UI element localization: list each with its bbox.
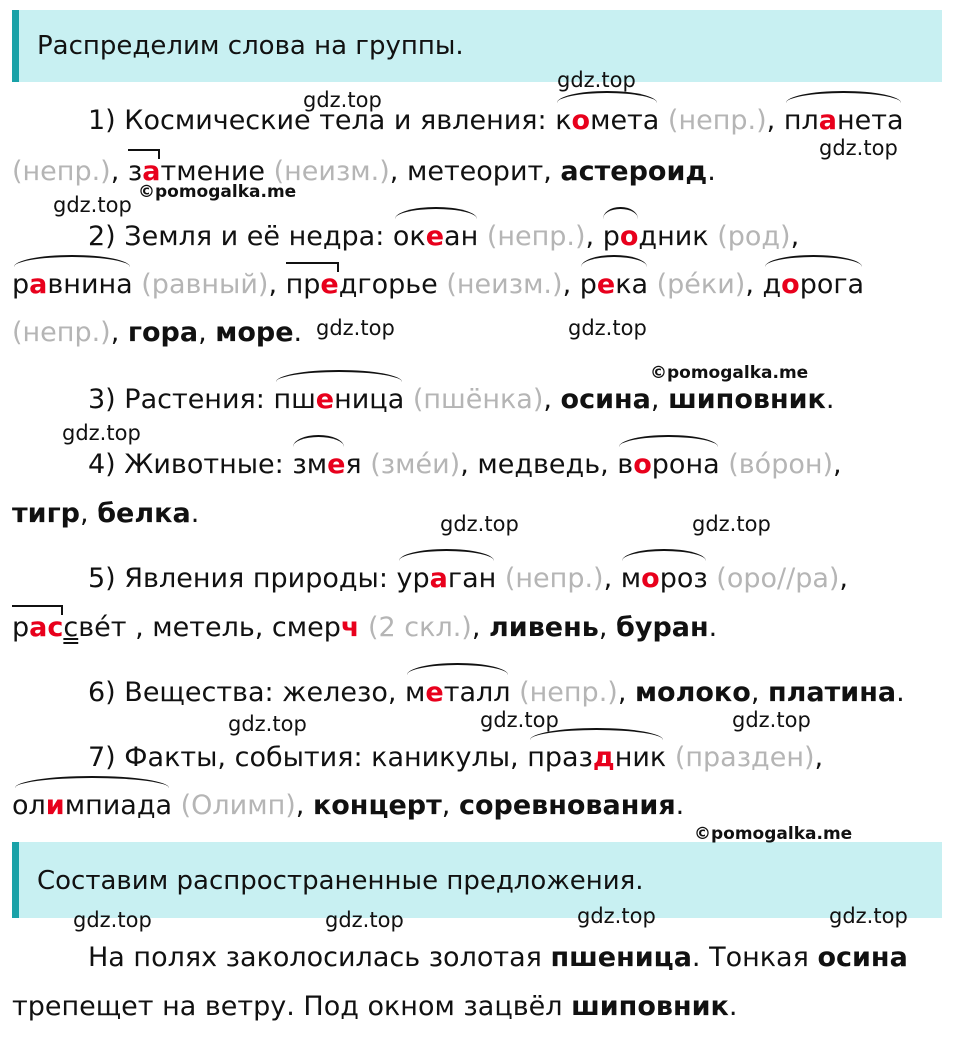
item-4-line-2: тигр, белка. bbox=[12, 498, 200, 529]
word-planeta: планета bbox=[783, 105, 904, 136]
watermark: gdz.top bbox=[577, 904, 656, 928]
item-5-line-2: рассве́т , метель, смерч (2 скл.), ливень, буран. bbox=[12, 612, 718, 643]
watermark: ©pomogalka.me bbox=[138, 182, 297, 202]
watermark: gdz.top bbox=[480, 708, 559, 732]
item-6-line-1: 6) Вещества: железо, металл (непр.), молоко, платина. bbox=[88, 677, 905, 708]
word-rodnik: ро bbox=[602, 221, 639, 252]
word-olimpiada: олимпиада bbox=[12, 790, 173, 821]
word-kometa: комета bbox=[555, 105, 660, 136]
item-2-line-3: (непр.), гора, море. bbox=[12, 317, 303, 348]
item-1-line-1: 1) Космические тела и явления: комета (непр.), планета bbox=[88, 105, 904, 136]
watermark: gdz.top bbox=[316, 316, 395, 340]
item-7-line-1: 7) Факты, события: каникулы, праздник (празден), bbox=[88, 742, 824, 773]
watermark: gdz.top bbox=[325, 908, 404, 932]
item-5-line-1: 5) Явления природы: ураган (непр.), мороз (оро//ра), bbox=[88, 563, 849, 594]
watermark: ©pomogalka.me bbox=[694, 824, 853, 844]
word-okean: океан bbox=[392, 221, 479, 252]
word-vorona: ворона bbox=[617, 449, 720, 480]
item-4-line-1: 4) Животные: змея (зме́и), медведь, ворона (во́рон), bbox=[88, 449, 842, 480]
word-rassvet: рас bbox=[12, 612, 64, 643]
word-moroz: мороз bbox=[620, 563, 708, 594]
watermark: gdz.top bbox=[73, 908, 152, 932]
word-uragan: ураган bbox=[396, 563, 497, 594]
item-2-line-1: 2) Земля и её недра: океан (непр.), родник (род), bbox=[88, 221, 800, 252]
watermark: gdz.top bbox=[440, 512, 519, 536]
word-doroga: дорога bbox=[762, 269, 865, 300]
watermark: gdz.top bbox=[829, 904, 908, 928]
word-metall: металл bbox=[405, 677, 511, 708]
word-ravnina: равнина bbox=[12, 269, 133, 300]
section-header-groups bbox=[12, 10, 942, 82]
item-1-line-2: (непр.), затмение (неизм.), метеорит, астероид. bbox=[12, 156, 716, 187]
watermark: gdz.top bbox=[53, 193, 132, 217]
sentence-line-2: трепещет на ветру. Под окном зацвёл шиповник. bbox=[12, 991, 738, 1022]
item-2-line-2: равнина (равный), предгорье (неизм.), река (ре́ки), дорога bbox=[12, 269, 865, 300]
watermark: gdz.top bbox=[62, 421, 141, 445]
item-3-line-1: 3) Растения: пшеница (пшёнка), осина, шиповник. bbox=[88, 384, 835, 415]
word-reka: река bbox=[579, 269, 649, 300]
word-predgorie: пре bbox=[285, 269, 339, 300]
watermark: gdz.top bbox=[228, 712, 307, 736]
word-prazdnik: праздник bbox=[527, 742, 667, 773]
watermark: ©pomogalka.me bbox=[650, 363, 809, 383]
section-title: Составим распространенные предложения. bbox=[37, 866, 644, 896]
watermark: gdz.top bbox=[568, 316, 647, 340]
watermark: gdz.top bbox=[303, 88, 382, 112]
section-title: Распределим слова на группы. bbox=[37, 31, 464, 61]
word-pshenitsa: пшеница bbox=[273, 384, 405, 415]
watermark: gdz.top bbox=[732, 708, 811, 732]
item-7-line-2: олимпиада (Олимп), концерт, соревнования. bbox=[12, 790, 685, 821]
watermark: gdz.top bbox=[692, 512, 771, 536]
watermark: gdz.top bbox=[819, 136, 898, 160]
watermark: gdz.top bbox=[557, 68, 636, 92]
word-zmeya: зме bbox=[292, 449, 346, 480]
sentence-line-1: На полях заколосилась золотая пшеница. Тонкая осина bbox=[88, 942, 908, 973]
word-zatmenie: за bbox=[127, 156, 161, 187]
section-header-sentences bbox=[12, 842, 942, 918]
